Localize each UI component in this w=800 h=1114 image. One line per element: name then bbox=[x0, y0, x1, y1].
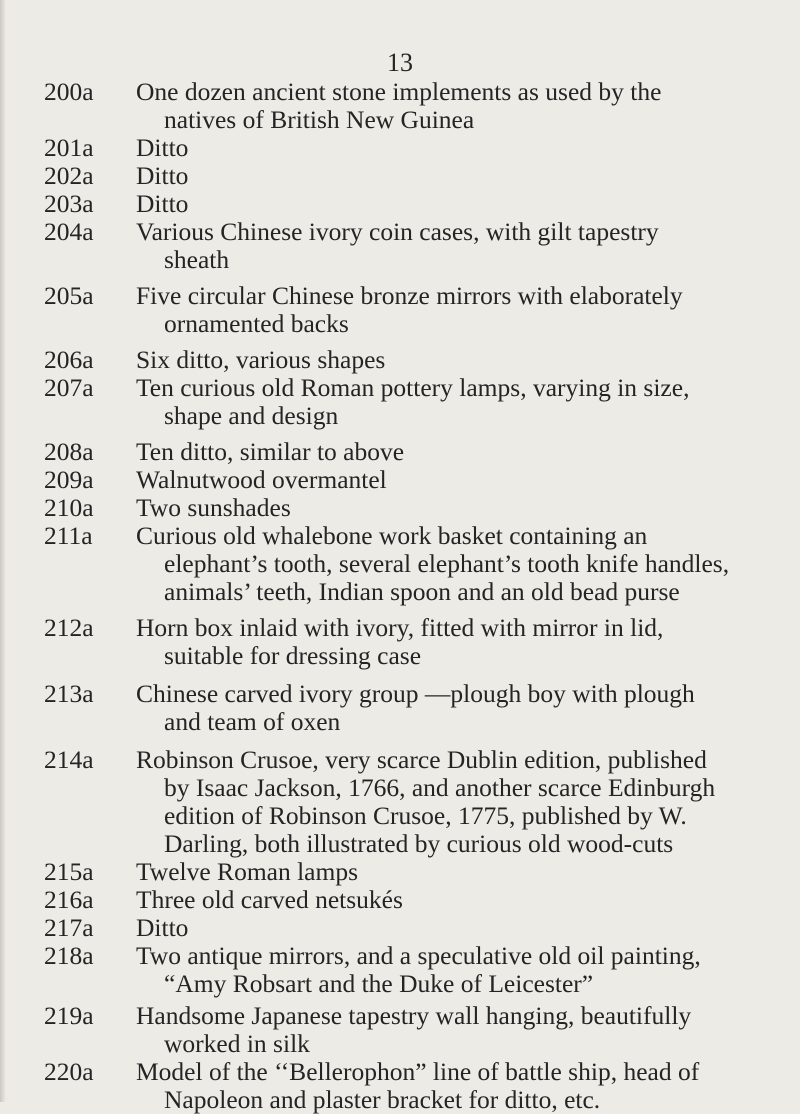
lot-entry bbox=[0, 134, 800, 162]
lot-description bbox=[136, 134, 776, 162]
lot-description-line: Robinson Crusoe, very scarce Dublin edition, published bbox=[136, 745, 707, 774]
lot-entry bbox=[0, 466, 800, 494]
lot-entry bbox=[0, 374, 800, 430]
lot-entry bbox=[0, 858, 800, 886]
lot-description-line: Ten ditto, similar to above bbox=[136, 437, 405, 466]
lot-description-line: Darling, both illustrated by curious old wood-cuts bbox=[164, 829, 674, 858]
lot-number: 218a bbox=[44, 941, 94, 970]
lot-description-line: sheath bbox=[164, 245, 230, 274]
lot-number: 208a bbox=[44, 437, 94, 466]
lot-entry bbox=[0, 494, 800, 522]
lot-description-line: Napoleon and plaster bracket for ditto, etc. bbox=[164, 1085, 601, 1114]
lot-description bbox=[136, 942, 776, 998]
lot-description-line: Five circular Chinese bronze mirrors with elaborately bbox=[136, 281, 683, 310]
lot-description bbox=[136, 162, 776, 190]
lot-description-line: Horn box inlaid with ivory, fitted with mirror in lid, bbox=[136, 613, 664, 642]
lot-description bbox=[136, 1002, 776, 1058]
lot-number: 204a bbox=[44, 217, 94, 246]
lot-description-line: Various Chinese ivory coin cases, with gilt tapestry bbox=[136, 217, 659, 246]
lot-entry bbox=[0, 746, 800, 858]
lot-entry bbox=[0, 218, 800, 274]
lot-entry bbox=[0, 190, 800, 218]
lot-entry bbox=[0, 1002, 800, 1058]
lot-description-line: Ditto bbox=[136, 161, 189, 190]
lot-description-line: and team of oxen bbox=[164, 707, 341, 736]
lot-entry bbox=[0, 346, 800, 374]
lot-description bbox=[136, 466, 776, 494]
lot-description bbox=[136, 78, 776, 134]
lot-description-line: Ditto bbox=[136, 913, 189, 942]
lot-description bbox=[136, 914, 776, 942]
lot-description-line: suitable for dressing case bbox=[164, 641, 422, 670]
lot-number: 216a bbox=[44, 885, 94, 914]
lot-number: 203a bbox=[44, 189, 94, 218]
lot-description-line: Ditto bbox=[136, 189, 189, 218]
lot-description-line: Handsome Japanese tapestry wall hanging, beautifully bbox=[136, 1001, 692, 1030]
lot-entry bbox=[0, 78, 800, 134]
lot-number: 201a bbox=[44, 133, 94, 162]
lot-description-line: Walnutwood overmantel bbox=[136, 465, 387, 494]
lot-description bbox=[136, 522, 776, 606]
lot-number: 205a bbox=[44, 281, 94, 310]
lot-description-line: Curious old whalebone work basket containing an bbox=[136, 521, 648, 550]
lot-list bbox=[0, 78, 800, 1114]
lot-number: 220a bbox=[44, 1057, 94, 1086]
lot-number: 211a bbox=[44, 521, 93, 550]
lot-description-line: ornamented backs bbox=[164, 309, 349, 338]
lot-description-line: elephant’s tooth, several elephant’s tooth knife handles, bbox=[164, 549, 730, 578]
lot-number: 209a bbox=[44, 465, 94, 494]
lot-description-line: Three old carved netsukés bbox=[136, 885, 403, 914]
page-number: 13 bbox=[387, 48, 413, 77]
lot-description bbox=[136, 680, 776, 736]
lot-description-line: Ten curious old Roman pottery lamps, varying in size, bbox=[136, 373, 690, 402]
lot-description bbox=[136, 746, 776, 858]
lot-number: 202a bbox=[44, 161, 94, 190]
lot-number: 210a bbox=[44, 493, 94, 522]
lot-description-line: “Amy Robsart and the Duke of Leicester” bbox=[164, 969, 594, 998]
lot-description-line: Twelve Roman lamps bbox=[136, 857, 359, 886]
lot-entry bbox=[0, 886, 800, 914]
lot-description bbox=[136, 494, 776, 522]
lot-description-line: natives of British New Guinea bbox=[164, 105, 475, 134]
lot-description bbox=[136, 1058, 776, 1114]
lot-number: 214a bbox=[44, 745, 94, 774]
lot-description bbox=[136, 282, 776, 338]
lot-description-line: worked in silk bbox=[164, 1029, 310, 1058]
lot-description-line: shape and design bbox=[164, 401, 339, 430]
lot-number: 206a bbox=[44, 345, 94, 374]
lot-description bbox=[136, 346, 776, 374]
lot-description-line: Six ditto, various shapes bbox=[136, 345, 386, 374]
lot-description-line: Model of the ‘‘Bellerophon” line of battle ship, head of bbox=[136, 1057, 700, 1086]
lot-number: 212a bbox=[44, 613, 94, 642]
lot-number: 200a bbox=[44, 77, 94, 106]
lot-entry bbox=[0, 282, 800, 338]
lot-entry bbox=[0, 522, 800, 606]
lot-description-line: Two antique mirrors, and a speculative old oil painting, bbox=[136, 941, 701, 970]
lot-description bbox=[136, 614, 776, 670]
lot-number: 213a bbox=[44, 679, 94, 708]
lot-description-line: edition of Robinson Crusoe, 1775, published by W. bbox=[164, 801, 687, 830]
lot-number: 215a bbox=[44, 857, 94, 886]
lot-description-line: by Isaac Jackson, 1766, and another scarce Edinburgh bbox=[164, 773, 716, 802]
lot-description bbox=[136, 886, 776, 914]
lot-entry bbox=[0, 942, 800, 998]
lot-description bbox=[136, 858, 776, 886]
lot-description bbox=[136, 374, 776, 430]
lot-entry bbox=[0, 914, 800, 942]
lot-entry bbox=[0, 1058, 800, 1114]
lot-entry bbox=[0, 438, 800, 466]
lot-description-line: animals’ teeth, Indian spoon and an old bead purse bbox=[164, 577, 680, 606]
lot-entry bbox=[0, 162, 800, 190]
lot-description bbox=[136, 218, 776, 274]
lot-description bbox=[136, 190, 776, 218]
lot-number: 217a bbox=[44, 913, 94, 942]
lot-description-line: Chinese carved ivory group —plough boy with plough bbox=[136, 679, 695, 708]
lot-number: 207a bbox=[44, 373, 94, 402]
lot-description-line: Ditto bbox=[136, 133, 189, 162]
lot-number: 219a bbox=[44, 1001, 94, 1030]
lot-entry bbox=[0, 614, 800, 670]
lot-description bbox=[136, 438, 776, 466]
lot-entry bbox=[0, 680, 800, 736]
lot-description-line: Two sunshades bbox=[136, 493, 291, 522]
lot-description-line: One dozen ancient stone implements as used by the bbox=[136, 77, 662, 106]
